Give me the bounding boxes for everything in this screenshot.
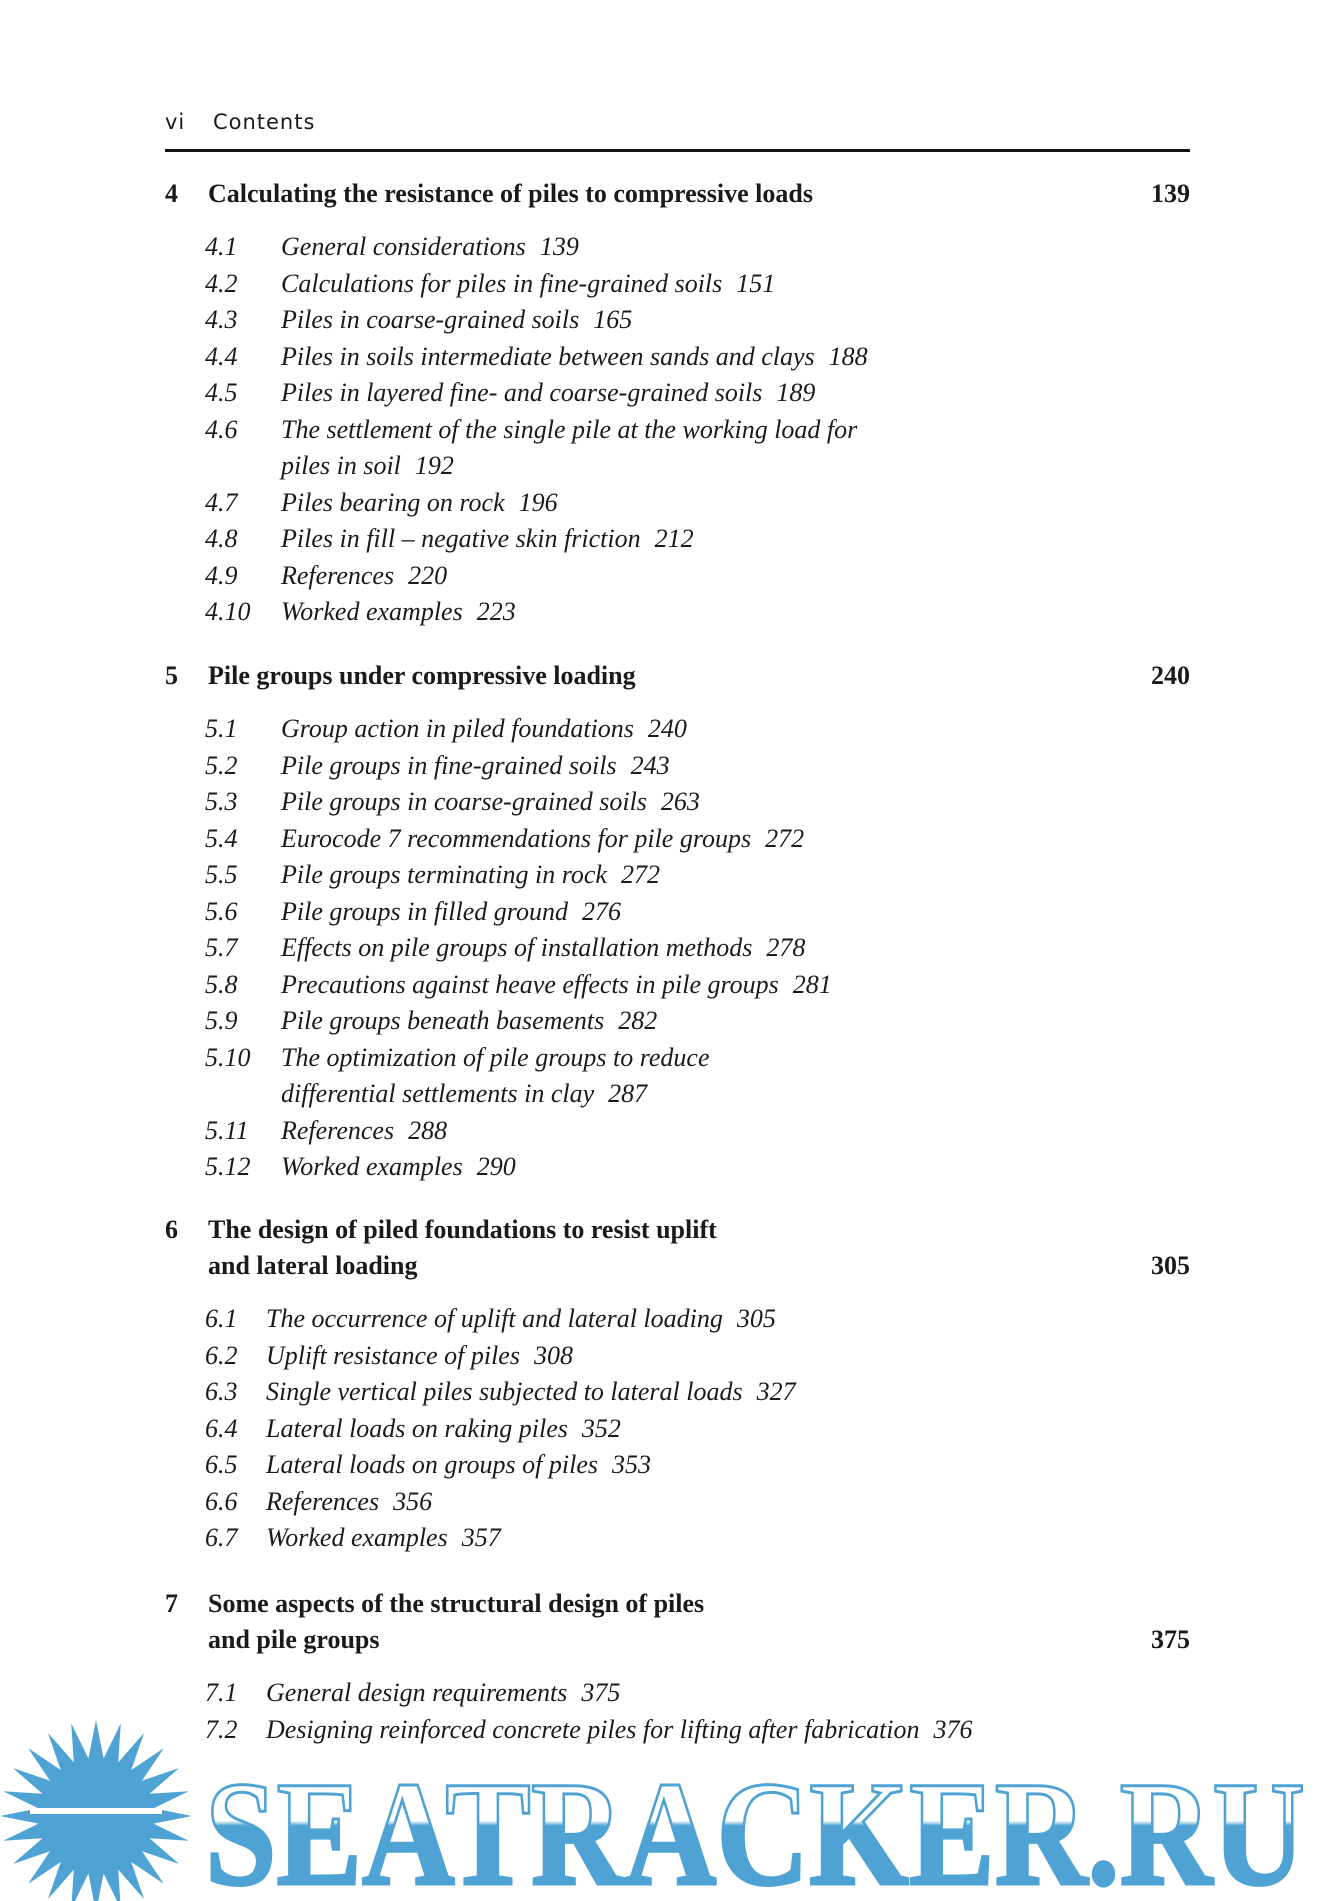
section-number: 5.3	[205, 787, 238, 816]
section-page: 353	[612, 1450, 652, 1479]
section-title: Calculations for piles in fine-grained soils	[281, 268, 723, 298]
section-page: 240	[647, 714, 687, 743]
toc-entry[interactable]	[165, 594, 1190, 631]
section-page: 165	[593, 305, 633, 334]
section-number: 6.1	[205, 1304, 238, 1333]
section-number: 5.6	[205, 896, 238, 926]
chapter-page: 240	[1151, 661, 1190, 690]
section-number: 5.10	[205, 1042, 251, 1072]
section-page: 212	[654, 524, 694, 553]
section-list	[165, 229, 1190, 631]
toc-entry[interactable]	[165, 1113, 1190, 1150]
section-number: 5.1	[205, 714, 238, 743]
toc-entry[interactable]	[165, 412, 1190, 485]
section-number: 5.8	[205, 969, 238, 999]
section-title: The optimization of pile groups to reduce differential settlements in clay	[281, 1042, 710, 1108]
toc-entry[interactable]	[165, 1675, 1190, 1712]
section-number: 4.6	[205, 414, 238, 444]
section-number: 4.10	[205, 597, 251, 626]
section-title: Worked examples	[266, 1523, 448, 1552]
section-page: 272	[620, 860, 660, 889]
toc-entry[interactable]	[165, 1301, 1190, 1338]
section-title: General considerations	[281, 232, 526, 261]
section-number: 6.2	[205, 1340, 238, 1370]
section-number: 4.1	[205, 232, 238, 261]
section-page: 192	[414, 451, 454, 480]
section-title: References	[266, 1486, 380, 1516]
section-number: 5.4	[205, 823, 238, 853]
section-page: 220	[408, 560, 448, 590]
section-number: 4.8	[205, 524, 238, 553]
chapter-5	[165, 658, 1190, 1186]
section-number: 4.5	[205, 378, 238, 407]
chapter-title: Some aspects of the structural design of piles and pile groups	[208, 1589, 705, 1654]
toc-entry[interactable]	[165, 375, 1190, 412]
section-number: 5.7	[205, 933, 238, 962]
section-page: 243	[630, 750, 670, 780]
section-list	[165, 1301, 1190, 1557]
section-title: Pile groups in fine-grained soils	[281, 750, 617, 780]
section-page: 352	[581, 1413, 621, 1443]
chapter-6	[165, 1212, 1190, 1557]
toc-entry[interactable]	[165, 521, 1190, 558]
section-number: 5.2	[205, 750, 238, 780]
section-title: Worked examples	[281, 1152, 463, 1181]
section-number: 5.12	[205, 1152, 251, 1181]
chapter-title: The design of piled foundations to resist uplift and lateral loading	[208, 1215, 717, 1280]
toc-entry[interactable]	[165, 302, 1190, 339]
section-number: 5.5	[205, 860, 238, 889]
section-number: 4.9	[205, 560, 238, 590]
section-number: 4.4	[205, 341, 238, 371]
watermark-text: SEATRACKER.RU	[205, 1751, 1305, 1901]
section-page: 356	[393, 1486, 433, 1516]
toc-entry[interactable]	[165, 229, 1190, 266]
section-title: Piles in layered fine- and coarse-grained soils	[281, 378, 763, 407]
toc-entry[interactable]	[165, 748, 1190, 785]
section-number: 6.7	[205, 1523, 238, 1552]
section-number: 6.4	[205, 1413, 238, 1443]
section-page: 278	[766, 933, 806, 962]
chapter-number: 6	[165, 1215, 178, 1244]
section-title: Uplift resistance of piles	[266, 1340, 520, 1370]
section-title: Pile groups in coarse-grained soils	[281, 787, 647, 816]
chapter-title: Pile groups under compressive loading	[208, 661, 636, 690]
section-page: 290	[476, 1152, 516, 1181]
section-number: 7.2	[205, 1714, 238, 1744]
page-folio: vi	[165, 110, 186, 134]
toc-entry[interactable]	[165, 1040, 1190, 1113]
toc-entry[interactable]	[165, 1374, 1190, 1411]
toc-entry[interactable]	[165, 1003, 1190, 1040]
section-title: Piles bearing on rock	[281, 487, 505, 517]
toc-entry[interactable]	[165, 857, 1190, 894]
section-page: 375	[581, 1678, 621, 1707]
section-page: 263	[660, 787, 700, 816]
toc-entry[interactable]	[165, 1484, 1190, 1521]
section-title: Pile groups terminating in rock	[281, 860, 607, 889]
toc-entry[interactable]	[165, 821, 1190, 858]
section-title: References	[281, 560, 395, 590]
chapter-page: 375	[1151, 1625, 1190, 1654]
toc-entry[interactable]	[165, 1338, 1190, 1375]
section-number: 4.3	[205, 305, 238, 334]
chapter-page: 139	[1151, 179, 1190, 208]
section-page: 376	[933, 1714, 973, 1744]
section-page: 196	[518, 487, 558, 517]
chapter-number: 7	[165, 1589, 178, 1618]
toc-entry[interactable]	[165, 1411, 1190, 1448]
section-title: References	[281, 1115, 395, 1145]
section-title: Single vertical piles subjected to lateral loads	[266, 1377, 743, 1406]
section-number: 7.1	[205, 1678, 238, 1707]
section-title: Lateral loads on groups of piles	[266, 1450, 599, 1479]
header-rule	[165, 149, 1190, 152]
toc-entry[interactable]	[165, 1447, 1190, 1484]
section-number: 5.9	[205, 1006, 238, 1035]
section-page: 357	[461, 1523, 501, 1552]
toc-entry[interactable]	[165, 930, 1190, 967]
chapter-number: 5	[165, 661, 178, 690]
chapter-heading[interactable]	[165, 176, 1190, 212]
toc-entry[interactable]	[165, 558, 1190, 595]
section-title: Effects on pile groups of installation methods	[281, 933, 753, 962]
section-page: 282	[618, 1006, 658, 1035]
section-page: 139	[539, 232, 579, 261]
toc-entry[interactable]	[165, 967, 1190, 1004]
section-title: Piles in soils intermediate between sands and clays	[281, 341, 815, 371]
section-title: Designing reinforced concrete piles for lifting after fabrication	[266, 1714, 920, 1744]
toc-entry[interactable]	[165, 784, 1190, 821]
section-number: 4.2	[205, 268, 238, 298]
section-page: 288	[408, 1115, 448, 1145]
sun-burst-icon	[0, 1720, 192, 1901]
section-page: 327	[756, 1377, 796, 1406]
watermark	[0, 1712, 1320, 1901]
section-title: Precautions against heave effects in pile groups	[281, 969, 779, 999]
section-page: 287	[608, 1079, 648, 1108]
running-head	[165, 110, 315, 134]
section-title: The occurrence of uplift and lateral loading	[266, 1304, 723, 1333]
section-title: Lateral loads on raking piles	[266, 1413, 568, 1443]
chapter-4	[165, 176, 1190, 631]
section-number: 4.7	[205, 487, 238, 517]
section-title: Pile groups beneath basements	[281, 1006, 605, 1035]
section-page: 281	[792, 969, 832, 999]
section-page: 151	[736, 268, 776, 298]
section-number: 5.11	[205, 1115, 249, 1145]
section-page: 305	[736, 1304, 776, 1333]
section-title: Piles in fill – negative skin friction	[281, 524, 641, 553]
section-page: 276	[581, 896, 621, 926]
section-title: Piles in coarse-grained soils	[281, 305, 580, 334]
section-page: 223	[476, 597, 516, 626]
chapter-heading[interactable]	[165, 1212, 1190, 1284]
toc-entry[interactable]	[165, 1520, 1190, 1557]
chapter-heading[interactable]	[165, 658, 1190, 694]
section-page: 188	[828, 341, 868, 371]
toc-entry[interactable]	[165, 485, 1190, 522]
chapter-number: 4	[165, 179, 178, 208]
section-number: 6.3	[205, 1377, 238, 1406]
section-title: The settlement of the single pile at the working load for piles in soil	[281, 414, 858, 480]
toc-entry[interactable]	[165, 894, 1190, 931]
section-title: Group action in piled foundations	[281, 714, 634, 743]
section-title: Pile groups in filled ground	[281, 896, 568, 926]
section-number: 6.6	[205, 1486, 238, 1516]
section-title: Worked examples	[281, 597, 463, 626]
section-list	[165, 711, 1190, 1186]
section-page: 308	[533, 1340, 573, 1370]
section-page: 189	[776, 378, 816, 407]
running-head-title: Contents	[212, 110, 316, 134]
section-page: 272	[765, 823, 805, 853]
toc-entry[interactable]	[165, 711, 1190, 748]
section-title: General design requirements	[266, 1678, 568, 1707]
toc-entry[interactable]	[165, 1149, 1190, 1186]
section-number: 6.5	[205, 1450, 238, 1479]
chapter-heading[interactable]	[165, 1586, 1190, 1658]
chapter-title: Calculating the resistance of piles to compressive loads	[208, 179, 813, 208]
section-title: Eurocode 7 recommendations for pile groups	[281, 823, 752, 853]
chapter-page: 305	[1151, 1251, 1190, 1280]
toc-entry[interactable]	[165, 266, 1190, 303]
toc-entry[interactable]	[165, 339, 1190, 376]
